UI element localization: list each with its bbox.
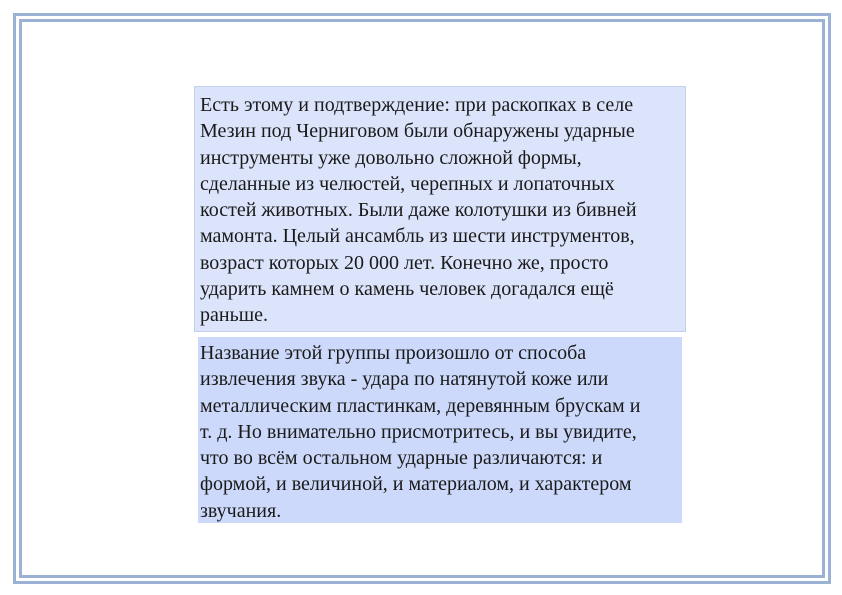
text-box-archaeology: Есть этому и подтверждение: при раскопках в селе Мезин под Черниговом были обнаружены ударные инструменты уже довольно сложной формы, сделанные из челюстей, черепных и лопаточных костей животных. Были даже колотушки из бивней мамонта. Целый ансамбль из шести инструментов, возраст которых 20 000 лет. Конечно же, просто ударить камнем о камень человек догадался ещё раньше. [194, 86, 686, 332]
text-box-percussion-definition: Название этой группы произошло от способа извлечения звука - удара по натянутой коже или металлическим пластинкам, деревянным брускам и т. д. Но внимательно присмотритесь, и вы увидите, что во всём остальном ударные различаются: и формой, и величиной, и материалом, и характером звучания. [198, 337, 682, 523]
